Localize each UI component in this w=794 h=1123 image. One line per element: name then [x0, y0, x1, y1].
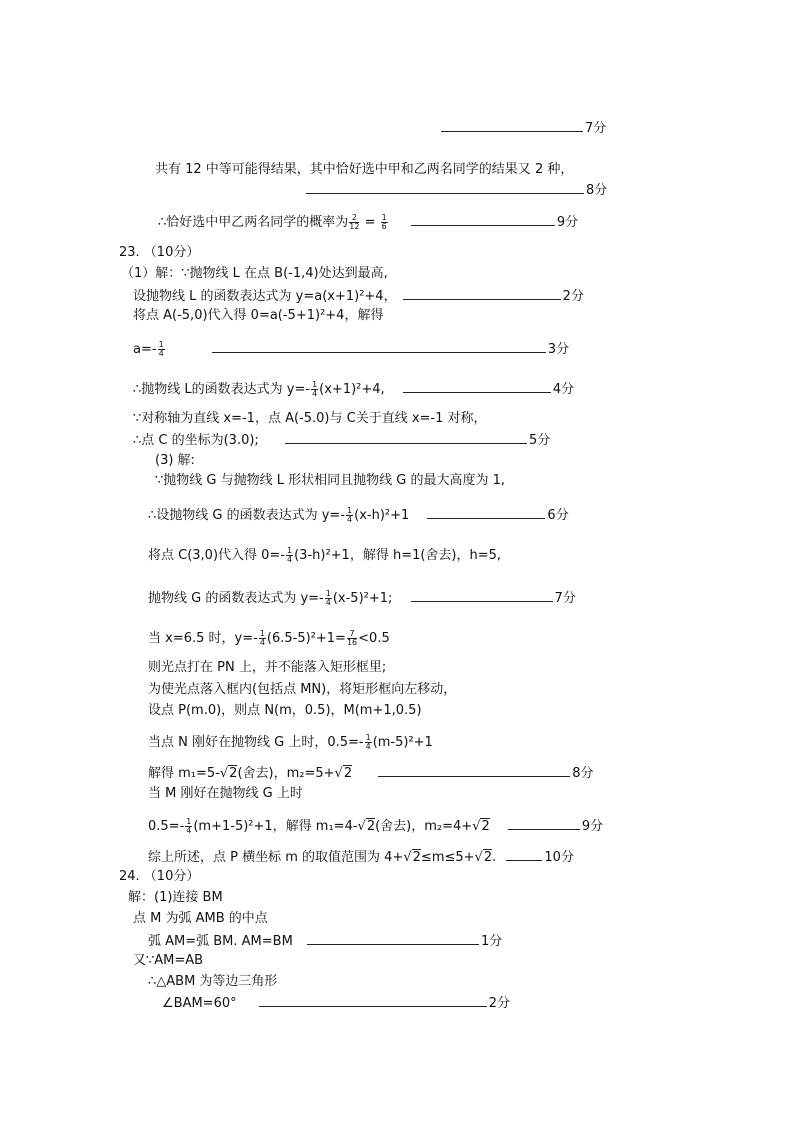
text-line: 当 M 刚好在抛物线 G 上时 — [148, 786, 303, 801]
text-line: ∵对称轴为直线 x=-1，点 A(-5.0)与 C关于直线 x=-1 对称， — [133, 411, 487, 426]
text-span: ∴抛物线 L的函数表达式为 y=- — [133, 382, 311, 397]
score-label: 10分 — [544, 850, 574, 865]
score-label: 3分 — [547, 342, 570, 357]
text-span: (x-5)²+1; — [332, 591, 393, 606]
sqrt-radicand: 2 — [343, 766, 353, 781]
fraction-denominator: 4 — [312, 389, 318, 398]
text-line — [133, 431, 550, 449]
question-heading: 24. （10分） — [119, 869, 200, 884]
score-label: 1分 — [480, 934, 503, 949]
fraction — [259, 630, 266, 647]
text-line — [148, 764, 594, 782]
fraction — [381, 214, 388, 231]
fraction — [311, 381, 318, 398]
score-label: 5分 — [528, 433, 551, 448]
sqrt-radicand: 2 — [366, 819, 376, 834]
answer-underline — [427, 506, 545, 519]
text-line — [148, 817, 603, 835]
text-span: (3-h)²+1，解得 h=1(舍去)，h=5, — [294, 548, 502, 563]
text-span: ∴点 C 的坐标为(3.0); — [133, 433, 259, 448]
text-line — [162, 994, 510, 1012]
fraction-denominator: 4 — [186, 826, 192, 835]
text-span: 综上所述，点 P 横坐标 m 的取值范围为 4+ — [148, 850, 404, 865]
text-span: 0.5=- — [148, 819, 185, 834]
text-span: 解得 m₁=5- — [148, 766, 220, 781]
text-line: ∵抛物线 G 与抛物线 L 形状相同且抛物线 G 的最大高度为 1, — [155, 473, 505, 488]
sqrt-radicand: 2 — [483, 850, 493, 865]
answer-underline — [411, 589, 553, 602]
text-line — [133, 380, 574, 398]
text-span: 弧 AM=弧 BM. AM=BM — [148, 934, 293, 949]
answer-underline — [403, 287, 561, 300]
text-span: 抛物线 G 的函数表达式为 y=- — [148, 591, 324, 606]
score-label: 6分 — [547, 508, 569, 523]
score-label: 8分 — [572, 766, 594, 781]
text-span: ≤m≤5+ — [420, 850, 475, 865]
fraction-denominator: 4 — [158, 349, 164, 358]
text-line — [148, 848, 574, 866]
answer-underline — [378, 764, 570, 777]
fraction — [346, 507, 353, 524]
text-span: = — [360, 215, 380, 230]
text-span: 将点 C(3,0)代入得 0=- — [148, 548, 286, 563]
fraction-numerator: 1 — [312, 380, 318, 389]
answer-line-7 — [435, 119, 606, 137]
fraction-denominator: 4 — [287, 555, 293, 564]
score-label: 7分 — [554, 591, 576, 606]
score-label: 7分 — [585, 121, 607, 136]
score-label: 2分 — [488, 996, 511, 1011]
text-span: 当点 N 刚好在抛物线 G 上时，0.5=- — [148, 735, 364, 750]
text-line: （1）解：∵抛物线 L 在点 B(-1,4)处达到最高, — [121, 266, 388, 281]
fraction — [286, 547, 293, 564]
fraction-denominator: 16 — [346, 638, 358, 647]
text-line — [158, 213, 578, 231]
sqrt: √2 — [472, 819, 490, 834]
text-line — [133, 340, 569, 358]
text-line: 将点 A(-5,0)代入得 0=a(-5+1)²+4，解得 — [133, 308, 384, 323]
fraction-numerator: 1 — [186, 817, 192, 826]
text-span: (m+1-5)²+1，解得 m₁=4- — [193, 819, 358, 834]
fraction — [325, 590, 332, 607]
score-label: 9分 — [581, 819, 604, 834]
text-line: 又∵AM=AB — [133, 953, 204, 968]
score-label: 9分 — [556, 215, 579, 230]
text-line: 点 M 为弧 AMB 的中点 — [133, 911, 268, 926]
fraction-denominator: 4 — [347, 515, 353, 524]
text-line — [148, 630, 390, 647]
text-line: 为使光点落入框内(包括点 MN)，将矩形框向左移动， — [148, 682, 457, 697]
question-heading: 23. （10分） — [119, 245, 200, 260]
text-line — [148, 932, 502, 950]
fraction-numerator: 7 — [347, 630, 357, 639]
fraction-denominator: 6 — [381, 222, 387, 231]
text-span: ∴设抛物线 G 的函数表达式为 y=- — [148, 508, 346, 523]
fraction-numerator: 1 — [347, 506, 353, 515]
fraction-denominator: 4 — [259, 638, 265, 647]
text-line — [133, 287, 584, 305]
sqrt-radicand: 2 — [412, 850, 421, 865]
sqrt: √2 — [357, 819, 376, 834]
text-line — [148, 547, 501, 564]
fraction-numerator: 1 — [365, 733, 371, 742]
text-span: ∠BAM=60° — [162, 996, 237, 1011]
text-line — [148, 506, 569, 524]
score-label: 2分 — [562, 289, 584, 304]
text-line: 共有 12 中等可能得结果，其中恰好选中甲和乙两名同学的结果又 2 种， — [155, 162, 574, 177]
answer-underline — [508, 817, 580, 830]
fraction-numerator: 1 — [381, 213, 387, 222]
text-line: (3) 解: — [155, 453, 195, 468]
text-span: a=- — [133, 342, 157, 357]
answer-line-8 — [300, 181, 607, 199]
text-span: (m-5)²+1 — [372, 735, 433, 750]
fraction-numerator: 1 — [259, 629, 265, 638]
sqrt: √2 — [474, 850, 493, 865]
sqrt-radicand: 2 — [481, 819, 490, 834]
answer-underline — [411, 213, 555, 226]
fraction-denominator: 12 — [349, 222, 360, 231]
fraction-numerator: 1 — [325, 589, 331, 598]
answer-underline — [506, 848, 542, 861]
text-line — [148, 734, 433, 751]
fraction-numerator: 1 — [287, 546, 293, 555]
fraction — [349, 214, 359, 231]
answer-underline — [307, 932, 479, 945]
text-span: . — [492, 850, 497, 865]
fraction — [365, 734, 372, 751]
text-span: 设抛物线 L 的函数表达式为 y=a(x+1)²+4， — [133, 289, 397, 304]
fraction — [185, 818, 192, 835]
answer-underline — [212, 340, 546, 353]
text-span: (x-h)²+1 — [354, 508, 410, 523]
fraction — [347, 630, 357, 647]
sqrt: √2 — [219, 766, 238, 781]
text-span: (x+1)²+4, — [319, 382, 385, 397]
answer-underline — [306, 181, 584, 194]
fraction-denominator: 4 — [365, 742, 371, 751]
text-span: (6.5-5)²+1= — [266, 631, 346, 646]
fraction-numerator: 2 — [349, 214, 359, 223]
text-span: (舍去)，m₂=4+ — [375, 819, 473, 834]
text-line — [148, 589, 576, 607]
answer-underline — [259, 994, 487, 1007]
text-span: <0.5 — [358, 631, 390, 646]
answer-underline — [403, 380, 551, 393]
text-line: ∴△ABM 为等边三角形 — [148, 974, 278, 989]
answer-underline — [285, 431, 527, 444]
text-span: 当 x=6.5 时，y=- — [148, 631, 258, 646]
fraction-numerator: 1 — [158, 340, 164, 349]
sqrt: √2 — [403, 850, 421, 865]
text-line: 解：(1)连接 BM — [128, 890, 223, 905]
sqrt-radicand: 2 — [229, 766, 238, 781]
text-span: ∴恰好选中甲乙两名同学的概率为 — [158, 215, 349, 230]
score-label: 8分 — [586, 183, 608, 198]
text-span: (舍去)，m₂=5+ — [237, 766, 335, 781]
text-line: 则光点打在 PN 上，并不能落入矩形框里; — [148, 660, 387, 675]
answer-underline — [441, 119, 583, 132]
fraction-denominator: 4 — [325, 598, 331, 607]
fraction — [158, 341, 165, 358]
score-label: 4分 — [552, 382, 575, 397]
sqrt: √2 — [334, 766, 353, 781]
text-line: 设点 P(m.0)，则点 N(m，0.5)，M(m+1,0.5) — [148, 703, 422, 718]
